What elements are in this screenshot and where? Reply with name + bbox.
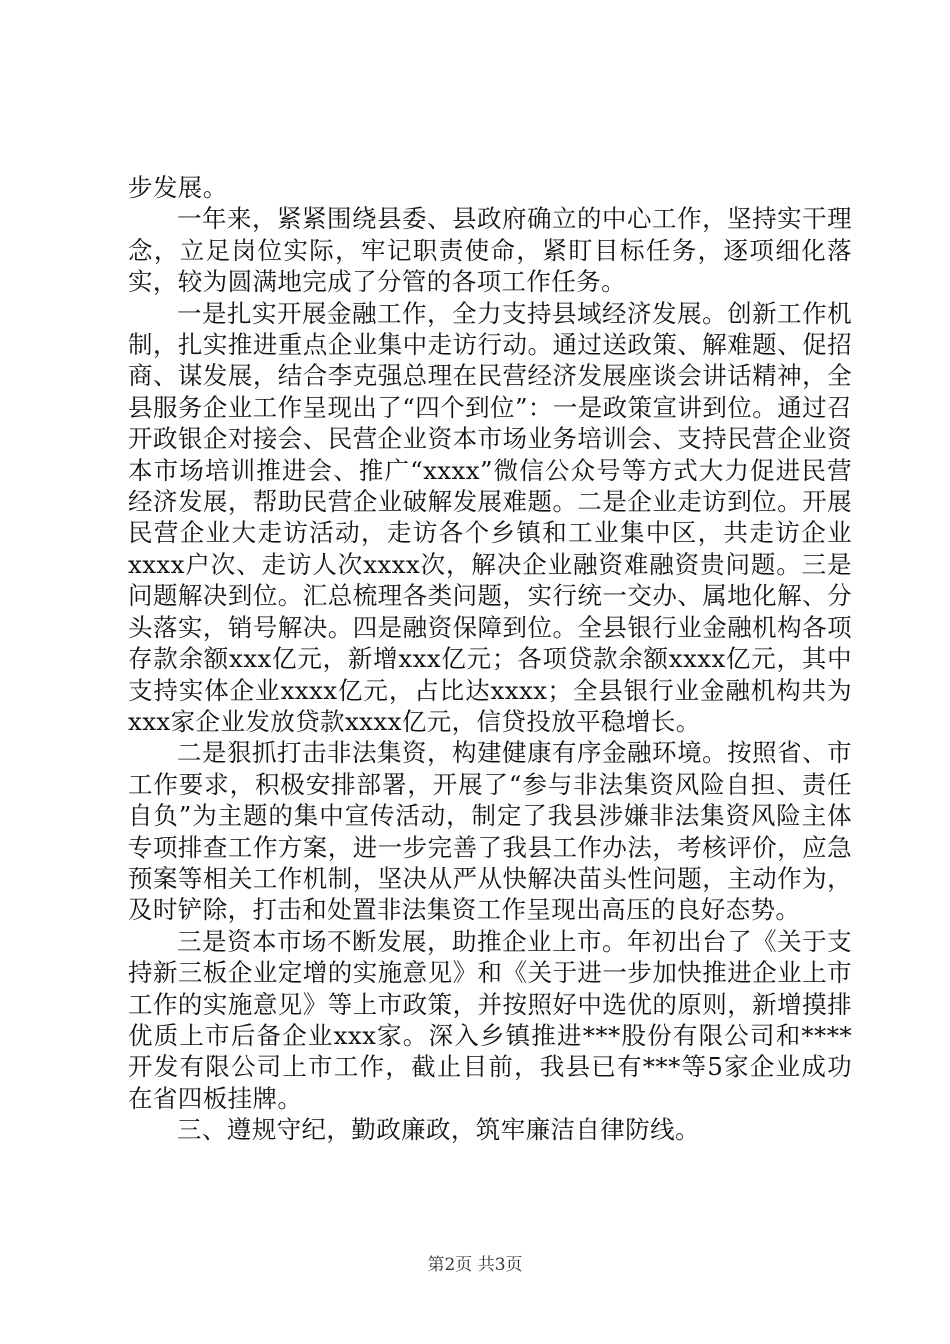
paragraph-summary: 一年来，紧紧围绕县委、县政府确立的中心工作，坚持实干理念，立足岗位实际，牢记职责使命，紧盯目标任务，逐项细化落实，较为圆满地完成了分管的各项工作任务。 (128, 204, 852, 297)
paragraph-capital-market: 三是资本市场不断发展，助推企业上市。年初出台了《关于支持新三板企业定增的实施意见》和《关于进一步加快推进企业上市工作的实施意见》等上市政策，并按照好中选优的原则，新增摸排优质上市后备企业xxx家。深入乡镇推进***股份有限公司和****开发有限公司上市工作，截止目前，我县已有***等5家企业成功在省四板挂牌。 (128, 926, 852, 1113)
paragraph-continuation: 步发展。 (128, 173, 228, 202)
paragraph-finance-work: 一是扎实开展金融工作，全力支持县域经济发展。创新工作机制，扎实推进重点企业集中走访行动。通过送政策、解难题、促招商、谋发展，结合李克强总理在民营经济发展座谈会讲话精神，全县服务企业工作呈现出了“四个到位”：一是政策宣讲到位。通过召开政银企对接会、民营企业资本市场业务培训会、支持民营企业资本市场培训推进会、推广“xxxx”微信公众号等方式大力促进民营经济发展，帮助民营企业破解发展难题。二是企业走访到位。开展民营企业大走访活动，走访各个乡镇和工业集中区，共走访企业xxxx户次、走访人次xxxx次，解决企业融资难融资贵问题。三是问题解决到位。汇总梳理各类问题，实行统一交办、属地化解、分头落实，销号解决。四是融资保障到位。全县银行业金融机构各项存款余额xxx亿元，新增xxx亿元；各项贷款余额xxxx亿元，其中支持实体企业xxxx亿元，占比达xxxx；全县银行业金融机构共为xxx家企业发放贷款xxxx亿元，信贷投放平稳增长。 (128, 298, 852, 736)
paragraph-illegal-fundraising: 二是狠抓打击非法集资，构建健康有序金融环境。按照省、市工作要求，积极安排部署，开展了“参与非法集资风险自担、责任自负”为主题的集中宣传活动，制定了我县涉嫌非法集资风险主体专项排查工作方案，进一步完善了我县工作办法，考核评价，应急预案等相关工作机制，坚决从严从快解决苗头性问题，主动作为，及时铲除，打击和处置非法集资工作呈现出高压的良好态势。 (128, 738, 852, 925)
document-body (128, 172, 852, 1146)
page-number-footer: 第2页 共3页 (427, 1255, 523, 1275)
section-heading-discipline: 三、遵规守纪，勤政廉政，筑牢廉洁自律防线。 (177, 1115, 700, 1145)
